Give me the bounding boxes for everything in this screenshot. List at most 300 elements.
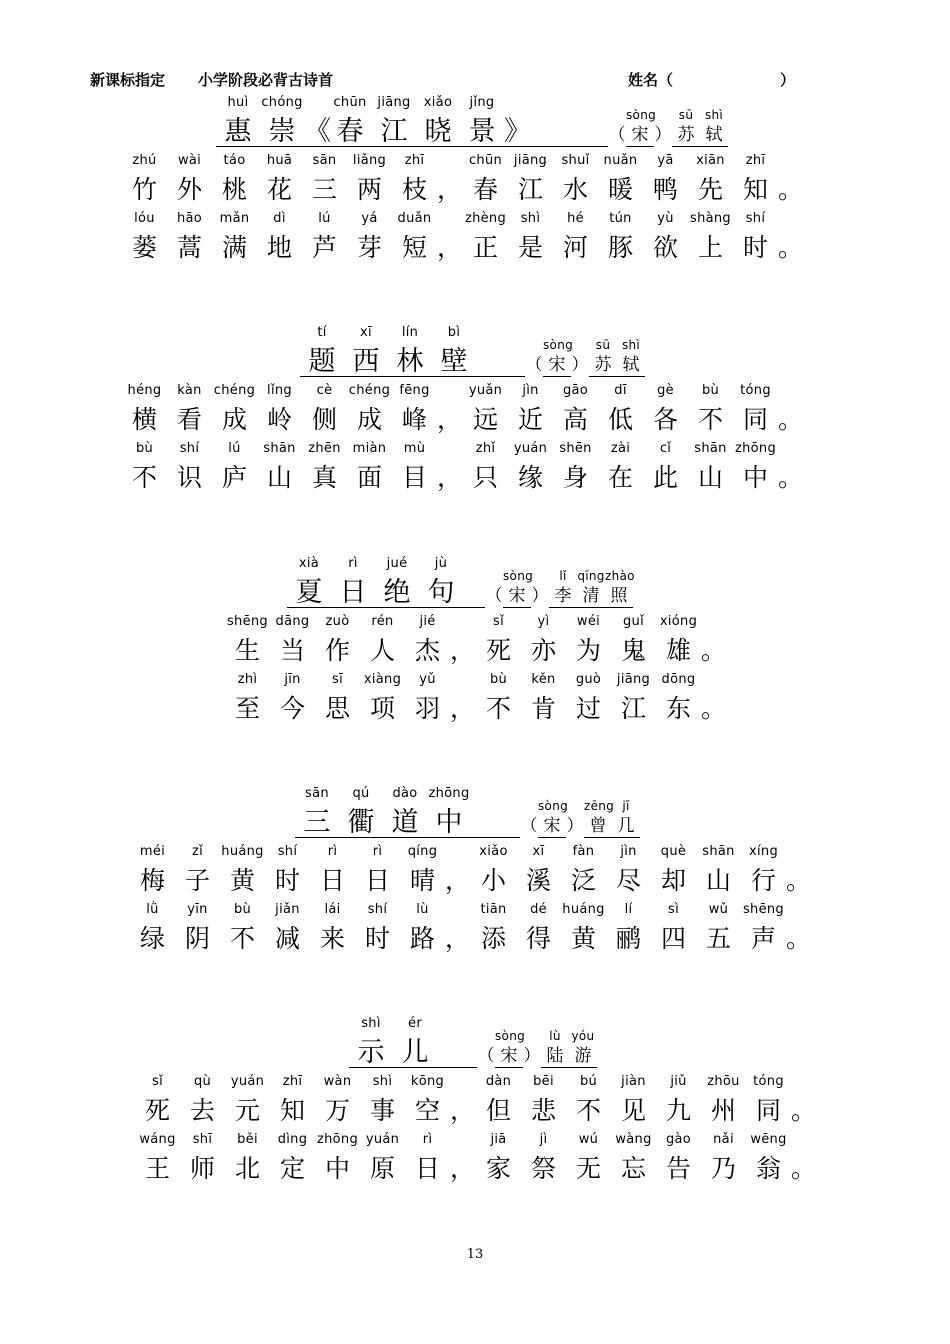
punctuation-mark: ， bbox=[450, 694, 476, 723]
syllable-cell bbox=[383, 785, 427, 843]
syllable-cell bbox=[360, 1073, 405, 1131]
syllable-cell bbox=[257, 152, 302, 210]
hanzi: 河 bbox=[562, 233, 588, 262]
syllable-cell bbox=[733, 440, 778, 498]
pinyin: sǐ bbox=[152, 1074, 163, 1089]
syllable-cell bbox=[561, 843, 606, 901]
pinyin: yuán bbox=[365, 1132, 400, 1147]
poem-author bbox=[485, 567, 633, 613]
hanzi: 是 bbox=[517, 233, 543, 262]
syllable-cell bbox=[566, 613, 611, 671]
pinyin: zhōng bbox=[316, 1132, 358, 1147]
hanzi: 只 bbox=[472, 463, 498, 492]
pinyin: yì bbox=[537, 614, 550, 629]
syllable-cell bbox=[656, 1073, 701, 1131]
syllable-cell bbox=[302, 210, 347, 268]
syllable-cell bbox=[216, 94, 260, 152]
hanzi: 不 bbox=[697, 405, 723, 434]
syllable-cell bbox=[733, 152, 778, 210]
syllable-cell bbox=[651, 901, 696, 959]
syllable-cell bbox=[220, 843, 265, 901]
hanzi: 日 bbox=[319, 866, 345, 895]
syllable-cell bbox=[611, 671, 656, 729]
pinyin: sòng bbox=[503, 569, 534, 583]
hanzi: 知 bbox=[742, 175, 768, 204]
punctuation-mark: ， bbox=[450, 1154, 476, 1183]
syllable-cell bbox=[331, 555, 375, 613]
pinyin: zǐ bbox=[191, 844, 204, 859]
pinyin bbox=[654, 106, 672, 124]
hanzi: 先 bbox=[697, 175, 723, 204]
syllable-cell bbox=[643, 440, 688, 498]
hanzi: 枝 bbox=[401, 175, 427, 204]
syllable-cell bbox=[516, 843, 561, 901]
syllable-cell bbox=[553, 382, 598, 440]
pinyin: jié bbox=[419, 614, 436, 629]
pinyin: jiǔ bbox=[670, 1074, 687, 1089]
pinyin: yá bbox=[361, 211, 378, 226]
punctuation-cell bbox=[477, 1027, 495, 1073]
syllable-cell bbox=[508, 440, 553, 498]
hanzi: 春 bbox=[328, 118, 372, 147]
syllable-cell bbox=[538, 797, 569, 843]
hanzi: 苏 bbox=[672, 124, 700, 147]
syllable-cell bbox=[569, 1027, 597, 1073]
hanzi: 几 bbox=[612, 815, 640, 838]
syllable-cell bbox=[700, 106, 728, 152]
hanzi: 看 bbox=[176, 405, 202, 434]
pinyin: shēn bbox=[559, 441, 592, 456]
syllable-cell bbox=[416, 94, 460, 152]
syllable-cell bbox=[315, 1073, 360, 1131]
poem-title bbox=[287, 555, 633, 613]
pinyin: shàng bbox=[690, 211, 731, 226]
syllable-cell bbox=[310, 843, 355, 901]
pinyin: héng bbox=[127, 383, 162, 398]
hanzi: 山 bbox=[697, 463, 723, 492]
pinyin: dōng bbox=[661, 672, 696, 687]
hanzi: 祭 bbox=[530, 1154, 556, 1183]
syllable-cell bbox=[521, 1073, 566, 1131]
hanzi: 得 bbox=[525, 924, 551, 953]
poem-title-text bbox=[287, 555, 463, 613]
pinyin: bù bbox=[489, 672, 508, 687]
hanzi: 翁 bbox=[755, 1154, 781, 1183]
hanzi: 各 bbox=[652, 405, 678, 434]
syllable-cell bbox=[612, 797, 640, 843]
hanzi: 添 bbox=[480, 924, 506, 953]
pinyin: nǎi bbox=[713, 1132, 734, 1147]
pinyin: lǜ bbox=[146, 902, 159, 917]
punctuation-cell bbox=[571, 336, 589, 382]
hanzi: 知 bbox=[279, 1096, 305, 1125]
hanzi: 羽 bbox=[414, 694, 440, 723]
pinyin: shān bbox=[263, 441, 296, 456]
hanzi: 壁 bbox=[432, 348, 476, 377]
pinyin: sì bbox=[668, 902, 679, 917]
syllable-cell bbox=[696, 901, 741, 959]
hanzi: 陆 bbox=[541, 1045, 569, 1068]
hanzi: 中 bbox=[427, 809, 471, 838]
pinyin: hé bbox=[567, 211, 584, 226]
hanzi: 北 bbox=[234, 1154, 260, 1183]
hanzi: 死 bbox=[485, 636, 511, 665]
pinyin: shí bbox=[367, 902, 388, 917]
pinyin: wǔ bbox=[708, 902, 729, 917]
pinyin: dìng bbox=[277, 1132, 308, 1147]
syllable-cell bbox=[302, 382, 347, 440]
hanzi: 曾 bbox=[584, 815, 612, 838]
pinyin: jǐng bbox=[469, 95, 495, 110]
punctuation-cell bbox=[778, 382, 804, 440]
poem-line-1 bbox=[122, 382, 804, 440]
pinyin: xiān bbox=[696, 153, 725, 168]
syllable-cell bbox=[270, 1073, 315, 1131]
pinyin: chéng bbox=[348, 383, 391, 398]
pinyin: shī bbox=[192, 1132, 213, 1147]
hanzi: 悲 bbox=[530, 1096, 556, 1125]
pinyin: lái bbox=[324, 902, 341, 917]
punctuation-mark: 》 bbox=[504, 116, 531, 147]
hanzi: 惠 bbox=[216, 118, 260, 147]
hanzi: 芦 bbox=[311, 233, 337, 262]
syllable-cell bbox=[606, 901, 651, 959]
poem-line-2 bbox=[225, 671, 727, 729]
pinyin: tiān bbox=[480, 902, 507, 917]
syllable-cell bbox=[180, 1131, 225, 1189]
hanzi: 山 bbox=[266, 463, 292, 492]
hanzi: 蒿 bbox=[176, 233, 202, 262]
hanzi: 东 bbox=[665, 694, 691, 723]
poem-title-text bbox=[295, 785, 471, 843]
hanzi: 道 bbox=[383, 809, 427, 838]
hanzi: 九 bbox=[665, 1096, 691, 1125]
hanzi: 竹 bbox=[131, 175, 157, 204]
punctuation-cell bbox=[304, 94, 331, 152]
pinyin: nuǎn bbox=[603, 153, 638, 168]
hanzi: 生 bbox=[234, 636, 260, 665]
syllable-cell bbox=[375, 555, 419, 613]
hanzi: 阴 bbox=[184, 924, 210, 953]
hanzi: 日 bbox=[364, 866, 390, 895]
syllable-cell bbox=[347, 440, 392, 498]
pinyin: dào bbox=[392, 786, 418, 801]
hanzi: 中 bbox=[324, 1154, 350, 1183]
hanzi: 在 bbox=[607, 463, 633, 492]
header-center-label: 小学阶段必背古诗首 bbox=[198, 71, 334, 89]
punctuation-mark: 。 bbox=[786, 866, 812, 895]
hanzi: 日 bbox=[331, 579, 375, 608]
pinyin: lóu bbox=[134, 211, 155, 226]
hanzi: 江 bbox=[372, 118, 416, 147]
syllable-cell bbox=[460, 94, 504, 152]
poem-line-2 bbox=[122, 440, 804, 498]
pinyin: zhōu bbox=[707, 1074, 740, 1089]
hanzi: 不 bbox=[575, 1096, 601, 1125]
hanzi: 鬼 bbox=[620, 636, 646, 665]
syllable-cell bbox=[543, 336, 574, 382]
hanzi: 尽 bbox=[615, 866, 641, 895]
hanzi: 梅 bbox=[139, 866, 165, 895]
pinyin: wēng bbox=[750, 1132, 787, 1147]
syllable-cell bbox=[257, 440, 302, 498]
poem-title-text bbox=[349, 1015, 437, 1073]
pinyin: tóng bbox=[740, 383, 771, 398]
punctuation-mark: 。 bbox=[778, 233, 804, 262]
pinyin: tí bbox=[317, 325, 327, 340]
syllable-cell bbox=[553, 152, 598, 210]
pinyin: yuǎn bbox=[468, 383, 503, 398]
punctuation-mark: （ bbox=[477, 1046, 495, 1066]
syllable-cell bbox=[315, 613, 360, 671]
pinyin: shì bbox=[704, 108, 724, 122]
pinyin: xià bbox=[298, 556, 320, 571]
syllable-cell bbox=[130, 843, 175, 901]
hanzi: 宋 bbox=[495, 1045, 523, 1068]
syllable-cell bbox=[167, 210, 212, 268]
syllable-cell bbox=[257, 210, 302, 268]
punctuation-mark: 。 bbox=[791, 1096, 817, 1125]
syllable-cell bbox=[270, 671, 315, 729]
pinyin: jiàn bbox=[621, 1074, 646, 1089]
pinyin: lú bbox=[318, 211, 331, 226]
pinyin: zhī bbox=[404, 153, 425, 168]
hanzi: 时 bbox=[742, 233, 768, 262]
hanzi: 照 bbox=[605, 585, 633, 608]
pinyin: yù bbox=[657, 211, 674, 226]
pinyin: wú bbox=[578, 1132, 599, 1147]
hanzi: 庐 bbox=[221, 463, 247, 492]
punctuation-cell bbox=[701, 671, 727, 729]
hanzi: 见 bbox=[620, 1096, 646, 1125]
punctuation-cell bbox=[450, 1131, 476, 1189]
pinyin: wài bbox=[177, 153, 202, 168]
hanzi: 此 bbox=[652, 463, 678, 492]
pinyin: tún bbox=[609, 211, 632, 226]
hanzi: 崇 bbox=[260, 118, 304, 147]
punctuation-mark: 。 bbox=[778, 175, 804, 204]
hanzi: 江 bbox=[517, 175, 543, 204]
hanzi: 游 bbox=[569, 1045, 597, 1068]
syllable-cell bbox=[611, 1073, 656, 1131]
hanzi: 识 bbox=[176, 463, 202, 492]
pinyin: lù bbox=[416, 902, 429, 917]
pinyin: fēng bbox=[399, 383, 430, 398]
hanzi: 宋 bbox=[626, 124, 654, 147]
punctuation-cell bbox=[566, 797, 584, 843]
hanzi: 满 bbox=[221, 233, 247, 262]
punctuation-cell bbox=[608, 106, 626, 152]
syllable-cell bbox=[393, 1015, 437, 1073]
syllable-cell bbox=[212, 210, 257, 268]
syllable-cell bbox=[561, 901, 606, 959]
syllable-cell bbox=[688, 210, 733, 268]
pinyin: kōng bbox=[410, 1074, 445, 1089]
syllable-cell bbox=[605, 567, 633, 613]
poem-author bbox=[477, 1027, 597, 1073]
pinyin: bēi bbox=[533, 1074, 554, 1089]
punctuation-cell bbox=[437, 210, 463, 268]
hanzi: 侧 bbox=[311, 405, 337, 434]
pinyin: qíng bbox=[407, 844, 438, 859]
pinyin: shì bbox=[621, 338, 641, 352]
syllable-cell bbox=[589, 336, 617, 382]
syllable-cell bbox=[541, 1027, 569, 1073]
hanzi: 时 bbox=[274, 866, 300, 895]
pinyin bbox=[520, 797, 538, 815]
pinyin: sòng bbox=[495, 1029, 526, 1043]
syllable-cell bbox=[405, 671, 450, 729]
hanzi: 时 bbox=[364, 924, 390, 953]
pinyin: guò bbox=[575, 672, 602, 687]
poem-line-2 bbox=[135, 1131, 817, 1189]
hanzi: 声 bbox=[750, 924, 776, 953]
punctuation-cell bbox=[531, 567, 549, 613]
pinyin: qīng bbox=[577, 569, 605, 583]
hanzi: 身 bbox=[562, 463, 588, 492]
hanzi: 但 bbox=[485, 1096, 511, 1125]
hanzi: 句 bbox=[419, 579, 463, 608]
hanzi: 死 bbox=[144, 1096, 170, 1125]
syllable-cell bbox=[598, 440, 643, 498]
pinyin: jué bbox=[386, 556, 408, 571]
pinyin: lú bbox=[228, 441, 241, 456]
syllable-cell bbox=[656, 671, 701, 729]
punctuation-mark: ） bbox=[523, 1046, 541, 1066]
poem-title bbox=[349, 1015, 597, 1073]
hanzi: 水 bbox=[562, 175, 588, 204]
hanzi: 今 bbox=[279, 694, 305, 723]
punctuation-mark: ） bbox=[571, 355, 589, 375]
pinyin: gāo bbox=[562, 383, 589, 398]
pinyin: bì bbox=[447, 325, 461, 340]
pinyin: qú bbox=[352, 786, 370, 801]
syllable-cell bbox=[476, 1131, 521, 1189]
syllable-cell bbox=[521, 671, 566, 729]
punctuation-mark: 。 bbox=[786, 924, 812, 953]
hanzi: 山 bbox=[705, 866, 731, 895]
hanzi: 轼 bbox=[700, 124, 728, 147]
syllable-cell bbox=[122, 440, 167, 498]
header-left-label: 新课标指定 bbox=[90, 71, 166, 89]
syllable-cell bbox=[746, 1073, 791, 1131]
hanzi: 林 bbox=[388, 348, 432, 377]
syllable-cell bbox=[606, 843, 651, 901]
syllable-cell bbox=[349, 1015, 393, 1073]
hanzi: 绝 bbox=[375, 579, 419, 608]
hanzi: 宋 bbox=[538, 815, 566, 838]
punctuation-mark: 。 bbox=[778, 405, 804, 434]
hanzi: 三 bbox=[311, 175, 337, 204]
syllable-cell bbox=[265, 843, 310, 901]
poem-line-2 bbox=[122, 210, 804, 268]
punctuation-cell bbox=[450, 613, 476, 671]
hanzi: 儿 bbox=[393, 1039, 437, 1068]
poem-line-2 bbox=[130, 901, 812, 959]
pinyin: duǎn bbox=[397, 211, 432, 226]
punctuation-cell bbox=[445, 901, 471, 959]
hanzi: 不 bbox=[131, 463, 157, 492]
hanzi: 宋 bbox=[503, 585, 531, 608]
syllable-cell bbox=[360, 671, 405, 729]
punctuation-mark: （ bbox=[520, 816, 538, 836]
hanzi: 思 bbox=[324, 694, 350, 723]
punctuation-cell bbox=[778, 152, 804, 210]
punctuation-cell bbox=[791, 1073, 817, 1131]
syllable-cell bbox=[549, 567, 577, 613]
pinyin: mù bbox=[403, 441, 426, 456]
title-underline-blank bbox=[528, 146, 608, 147]
pinyin: zhī bbox=[282, 1074, 303, 1089]
pinyin bbox=[485, 567, 503, 585]
hanzi: 桃 bbox=[221, 175, 247, 204]
pinyin bbox=[608, 106, 626, 124]
pinyin: fàn bbox=[572, 844, 595, 859]
pinyin: lù bbox=[549, 1029, 561, 1043]
syllable-cell bbox=[741, 843, 786, 901]
pinyin: zhēn bbox=[308, 441, 341, 456]
hanzi: 成 bbox=[356, 405, 382, 434]
punctuation-mark: （ bbox=[608, 125, 626, 145]
syllable-cell bbox=[553, 210, 598, 268]
hanzi: 行 bbox=[750, 866, 776, 895]
syllable-cell bbox=[741, 901, 786, 959]
syllable-cell bbox=[405, 1073, 450, 1131]
pinyin: shān bbox=[694, 441, 727, 456]
syllable-cell bbox=[360, 613, 405, 671]
hanzi: 不 bbox=[485, 694, 511, 723]
hanzi: 王 bbox=[144, 1154, 170, 1183]
pinyin: gè bbox=[657, 383, 674, 398]
hanzi: 日 bbox=[414, 1154, 440, 1183]
pinyin: zhǐ bbox=[475, 441, 496, 456]
hanzi: 上 bbox=[697, 233, 723, 262]
hanzi: 师 bbox=[189, 1154, 215, 1183]
hanzi: 四 bbox=[660, 924, 686, 953]
hanzi: 芽 bbox=[356, 233, 382, 262]
pinyin: xiǎo bbox=[423, 95, 453, 110]
syllable-cell bbox=[733, 382, 778, 440]
pinyin: sòng bbox=[543, 338, 574, 352]
hanzi: 短 bbox=[401, 233, 427, 262]
syllable-cell bbox=[167, 440, 212, 498]
punctuation-mark: （ bbox=[485, 586, 503, 606]
title-underline-blank bbox=[471, 837, 520, 838]
punctuation-mark: ） bbox=[566, 816, 584, 836]
syllable-cell bbox=[167, 382, 212, 440]
pinyin: wáng bbox=[139, 1132, 176, 1147]
pinyin: sòng bbox=[626, 108, 657, 122]
poem-1 bbox=[0, 94, 950, 268]
hanzi: 苏 bbox=[589, 354, 617, 377]
syllable-cell bbox=[302, 152, 347, 210]
pinyin bbox=[566, 797, 584, 815]
punctuation-cell bbox=[701, 613, 727, 671]
syllable-cell bbox=[135, 1073, 180, 1131]
hanzi: 家 bbox=[485, 1154, 511, 1183]
pinyin: dàn bbox=[485, 1074, 512, 1089]
hanzi: 江 bbox=[620, 694, 646, 723]
syllable-cell bbox=[598, 152, 643, 210]
pinyin: yǔ bbox=[419, 672, 436, 687]
punctuation-mark: ， bbox=[437, 175, 463, 204]
poem-title-text bbox=[300, 324, 476, 382]
hanzi: 同 bbox=[755, 1096, 781, 1125]
pinyin: běi bbox=[237, 1132, 258, 1147]
pinyin: zhào bbox=[605, 569, 635, 583]
pinyin bbox=[571, 336, 589, 354]
hanzi: 景 bbox=[460, 118, 504, 147]
